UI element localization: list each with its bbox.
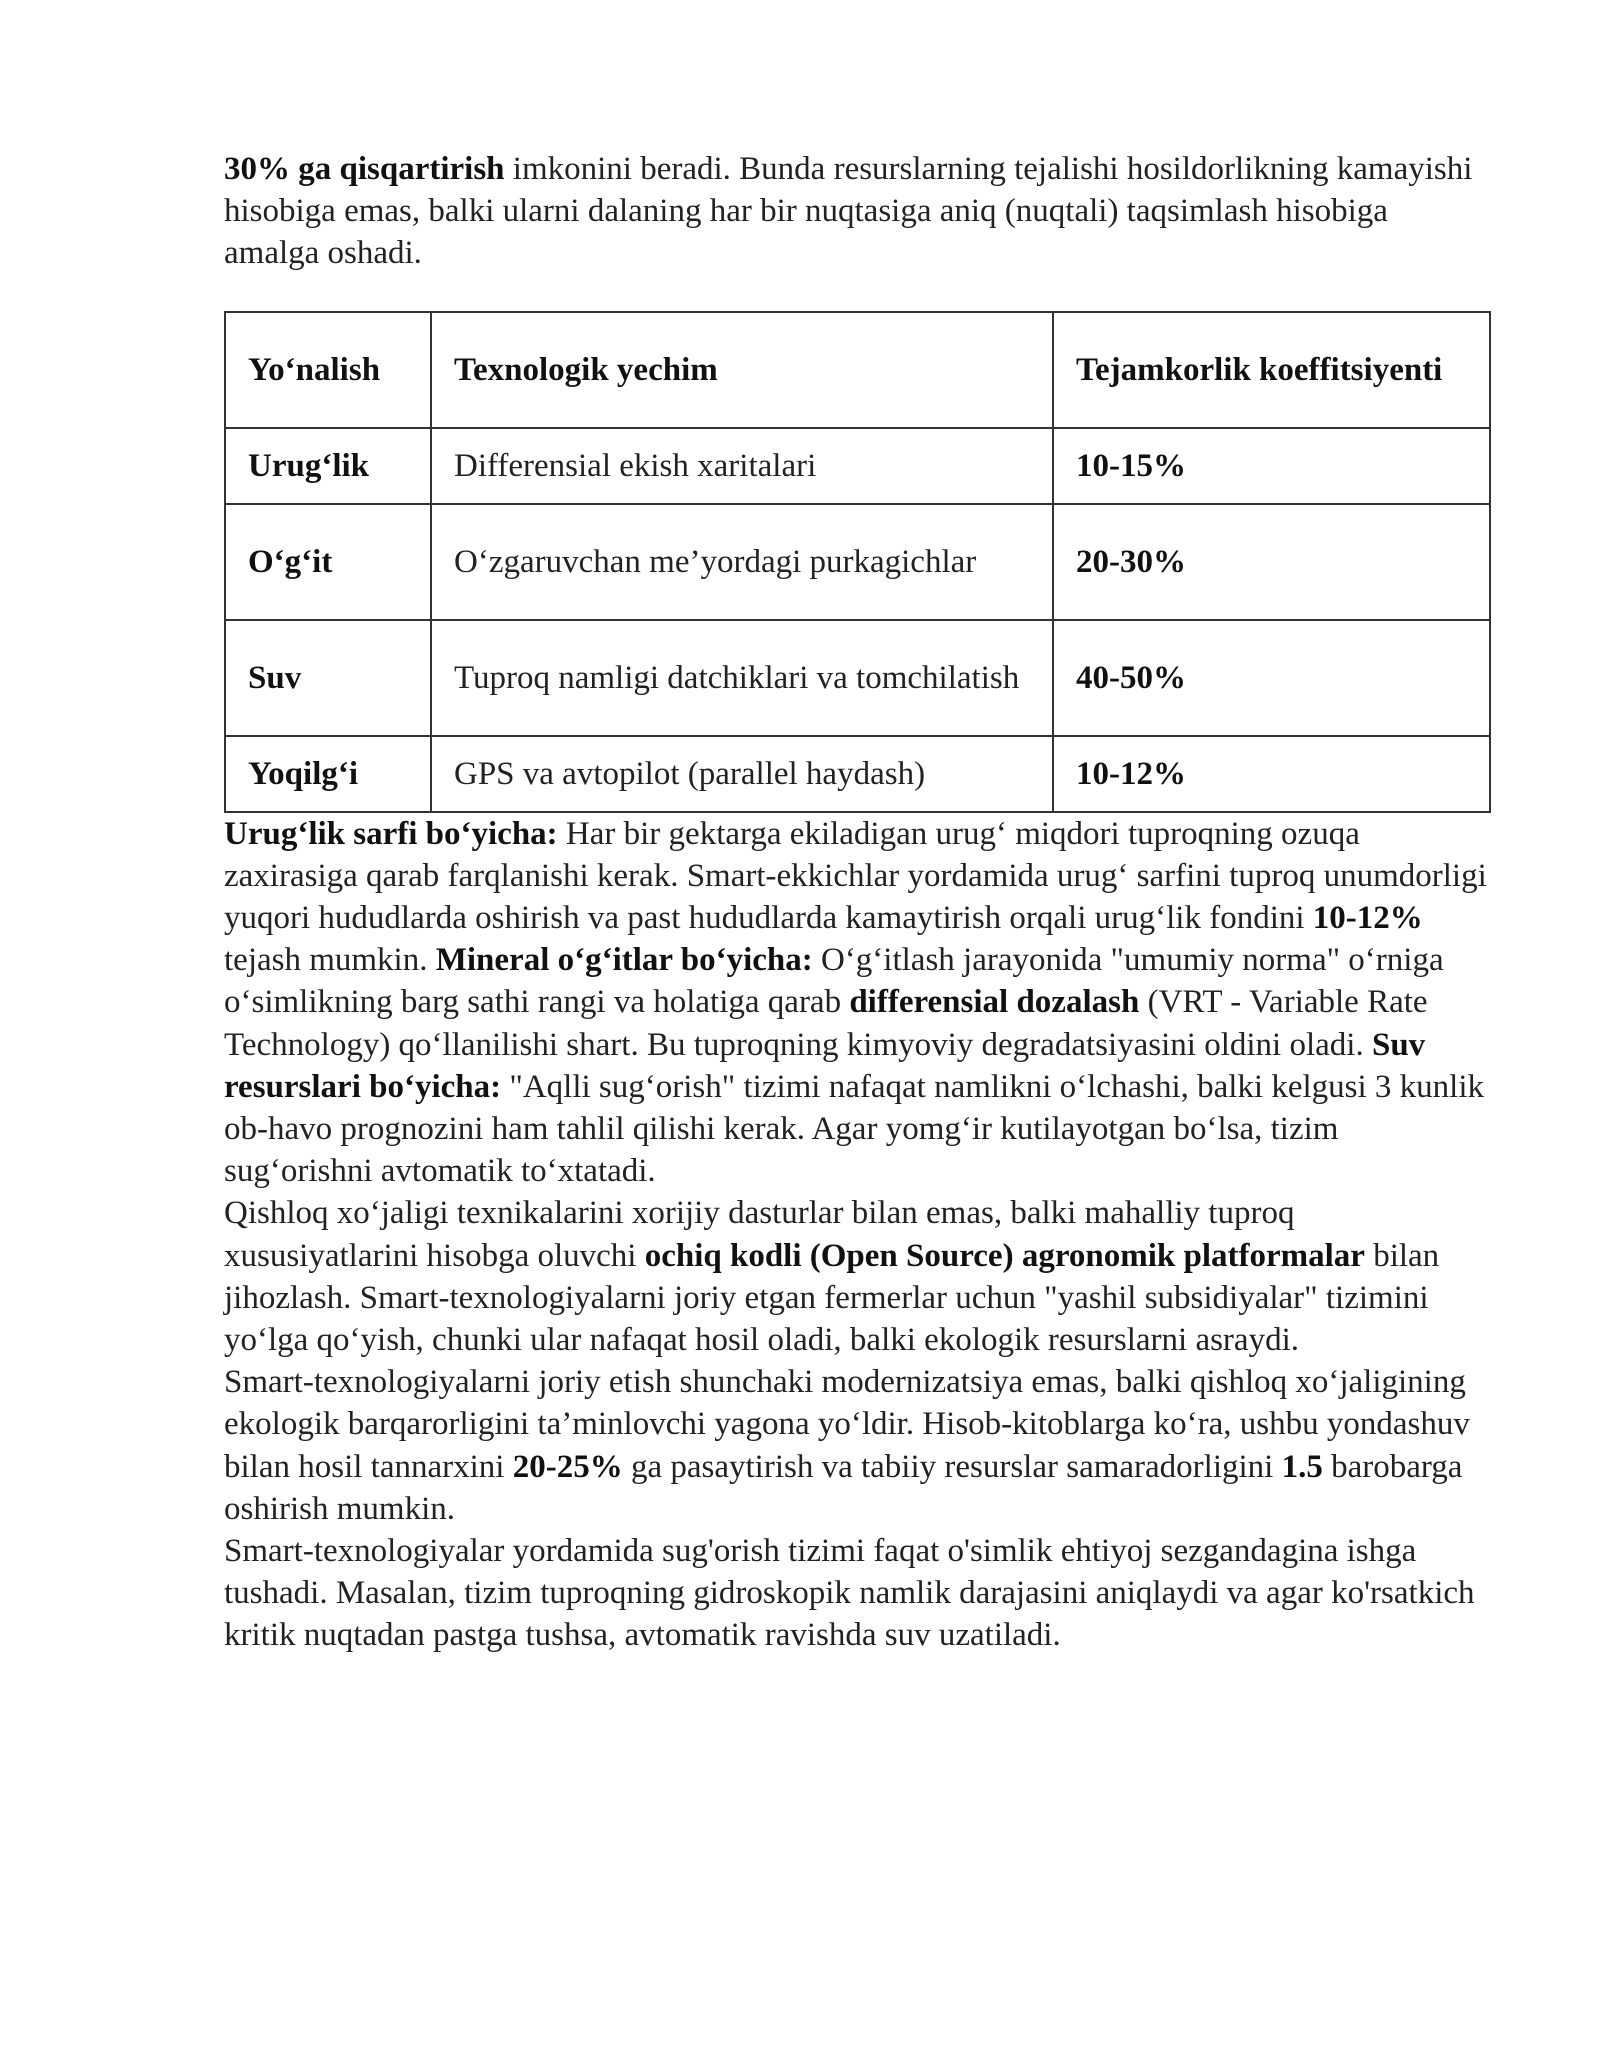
table-header-row [225, 312, 1490, 428]
seed-text: Har bir gektarga ekiladigan urug‘ miqdori tuproqning ozuqa zaxirasiga qarab farqlanishi kerak. Smart-ekkichlar yordamida urug‘ sarfini tuproq unumdorligi yuqori hududlarda oshirish va past hududlarda kamaytirish orqali urug‘lik fondini [224, 815, 1487, 937]
row-solution: GPS va avtopilot (parallel haydash) [431, 736, 1053, 812]
document-page [224, 148, 1489, 1657]
row-direction: O‘g‘it [225, 504, 431, 620]
row-direction: Yoqilg‘i [225, 736, 431, 812]
row-coefficient: 10-12% [1053, 736, 1490, 812]
row-coefficient: 20-30% [1053, 504, 1490, 620]
intro-bold: 30% ga qisqartirish [224, 151, 505, 187]
header-direction: Yo‘nalish [225, 312, 431, 428]
header-coefficient: Tejamkorlik koeffitsiyenti [1053, 312, 1490, 428]
conclusion-paragraph [224, 1361, 1489, 1530]
body-text [224, 813, 1489, 1657]
cost-reduction: 20-25% [512, 1448, 623, 1485]
savings-table [224, 311, 1491, 813]
row-solution: Tuproq namligi datchiklari va tomchilatish [431, 620, 1053, 736]
header-solution: Texnologik yechim [431, 312, 1053, 428]
fertilizer-text: O‘g‘itlash jarayonida "umumiy norma" o‘rniga o‘simlikning barg sathi rangi va holatiga qarab [224, 942, 1444, 1021]
irrigation-paragraph: Smart-texnologiyalar yordamida sug'orish tizimi faqat o'simlik ehtiyoj sezgandagina ishga tushadi. Masalan, tizim tuproqning gidroskopik namlik darajasini aniqlaydi va agar ko'rsatkich kritik nuqtadan pastga tushsa, avtomatik ravishda suv uzatiladi. [224, 1533, 1475, 1654]
table-row [225, 504, 1490, 620]
table-row [225, 620, 1490, 736]
fertilizer-tail: (VRT - Variable Rate Technology) qo‘llanilishi shart. Bu tuproqning kimyoviy degradatsiyasini oldini oladi. [224, 984, 1428, 1063]
row-solution: O‘zgaruvchan me’yordagi purkagichlar [431, 504, 1053, 620]
row-coefficient: 10-15% [1053, 428, 1490, 504]
seed-heading: Urug‘lik sarfi bo‘yicha: [224, 815, 558, 852]
table-row [225, 736, 1490, 812]
row-coefficient: 40-50% [1053, 620, 1490, 736]
water-text: "Aqlli sug‘orish" tizimi nafaqat namlikni o‘lchashi, balki kelgusi 3 kunlik ob-havo prognozini ham tahlil qilishi kerak. Agar yomg‘ir kutilayotgan bo‘lsa, tizim sug‘orishni avtomatik to‘xtatadi. [224, 1068, 1485, 1190]
row-solution: Differensial ekish xaritalari [431, 428, 1053, 504]
conclusion-text-1: Smart-texnologiyalarni joriy etish shunchaki modernizatsiya emas, balki qishloq xo‘jaligining ekologik barqarorligini ta’minlovchi yagona yo‘ldir. Hisob-kitoblarga ko‘ra, ushbu yondashuv bilan hosil tannarxini [224, 1364, 1470, 1485]
platform-paragraph [224, 1192, 1489, 1361]
platform-text-2: bilan jihozlash. Smart-texnologiyalarni joriy etgan fermerlar uchun "yashil subsidiyalar" tizimini yo‘lga qo‘yish, chunki ular nafaqat hosil oladi, balki ekologik resurslarni asraydi. [224, 1237, 1440, 1359]
row-direction: Urug‘lik [225, 428, 431, 504]
open-source-platforms: ochiq kodli (Open Source) agronomik platformalar [644, 1237, 1365, 1274]
conclusion-text-3: barobarga oshirish mumkin. [224, 1448, 1463, 1527]
intro-text: imkonini beradi. Bunda resurslarning tejalishi hosildorlikning kamayishi hisobiga emas, balki ularni dalaning har bir nuqtasiga aniq (nuqtali) taqsimlash hisobiga amalga oshadi. [224, 151, 1473, 272]
efficiency-factor: 1.5 [1281, 1448, 1323, 1485]
fertilizer-heading: Mineral o‘g‘itlar bo‘yicha: [435, 942, 813, 979]
water-heading: Suv resurslari bo‘yicha: [224, 1026, 1426, 1105]
table-row [225, 428, 1490, 504]
row-direction: Suv [225, 620, 431, 736]
seed-savings: 10-12% [1312, 900, 1423, 937]
intro-paragraph [224, 148, 1489, 275]
conclusion-text-2: ga pasaytirish va tabiiy resurslar samaradorligini [622, 1448, 1282, 1485]
differential-dosing: differensial dozalash [849, 984, 1140, 1021]
resource-paragraph [224, 813, 1489, 1193]
platform-text-1: Qishloq xo‘jaligi texnikalarini xorijiy dasturlar bilan emas, balki mahalliy tuproq xususiyatlarini hisobga oluvchi [224, 1195, 1295, 1274]
seed-tail: tejash mumkin. [224, 942, 436, 979]
